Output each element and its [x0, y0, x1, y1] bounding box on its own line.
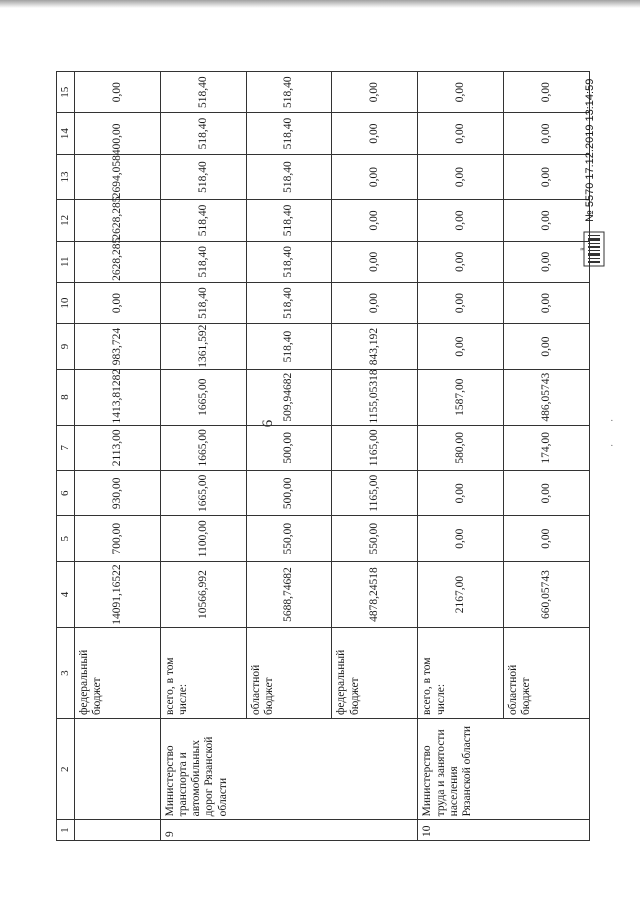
value-cell: 2113,00: [75, 425, 161, 470]
value-cell: 0,00: [75, 113, 161, 154]
header-cell: 6: [57, 471, 75, 516]
budget-type-cell: областной бюджет: [246, 628, 332, 719]
value-cell: 550,00: [246, 516, 332, 561]
value-cell: 1665,00: [160, 425, 246, 470]
value-cell: 0,00: [504, 154, 590, 199]
table-row: [160, 72, 246, 841]
value-cell: 2167,00: [418, 561, 504, 627]
value-cell: 518,40: [160, 154, 246, 199]
value-cell: 0,00: [418, 154, 504, 199]
value-cell: 0,00: [418, 282, 504, 323]
budget-table: [56, 71, 590, 841]
table-row: [418, 72, 504, 841]
value-cell: 0,00: [504, 471, 590, 516]
value-cell: 518,40: [160, 282, 246, 323]
budget-type-cell: федеральный бюджет: [75, 628, 161, 719]
value-cell: 0,00: [75, 282, 161, 323]
document-footer: [584, 79, 596, 222]
svg-text:R: R: [581, 247, 586, 251]
value-cell: 2694,05840: [75, 154, 161, 199]
row-number-cell: 10: [418, 820, 590, 841]
value-cell: 2628,285: [75, 200, 161, 241]
scan-edge: [0, 0, 640, 8]
header-cell: 12: [57, 200, 75, 241]
value-cell: 2628,285: [75, 241, 161, 282]
budget-type-cell: федеральный бюджет: [332, 628, 418, 719]
header-cell: 15: [57, 72, 75, 113]
budget-type-cell: всего, в том числе:: [418, 628, 504, 719]
value-cell: 1665,00: [160, 369, 246, 425]
value-cell: 0,00: [504, 282, 590, 323]
value-cell: 0,00: [75, 72, 161, 113]
value-cell: 0,00: [332, 200, 418, 241]
value-cell: 700,00: [75, 516, 161, 561]
value-cell: 1155,05318: [332, 369, 418, 425]
value-cell: 0,00: [418, 471, 504, 516]
row-number-cell: 9: [160, 820, 417, 841]
header-cell: 2: [57, 719, 75, 820]
value-cell: 1587,00: [418, 369, 504, 425]
header-cell: 7: [57, 425, 75, 470]
value-cell: 0,00: [418, 516, 504, 561]
value-cell: 518,40: [246, 324, 332, 369]
rotated-page: [28, 35, 622, 877]
header-cell: 13: [57, 154, 75, 199]
value-cell: 5688,74682: [246, 561, 332, 627]
barcode-stamp-icon: [580, 231, 606, 267]
value-cell: 0,00: [332, 282, 418, 323]
header-cell: 10: [57, 282, 75, 323]
value-cell: 1165,00: [332, 471, 418, 516]
header-cell: 5: [57, 516, 75, 561]
value-cell: 518,40: [246, 154, 332, 199]
scan-mark: ·: [610, 440, 614, 452]
value-cell: 0,00: [504, 241, 590, 282]
budget-type-cell: всего, в том числе:: [160, 628, 246, 719]
value-cell: 518,40: [246, 200, 332, 241]
ministry-cell: Министерство труда и занятости населения Рязанской области: [418, 719, 590, 820]
header-cell: 4: [57, 561, 75, 627]
value-cell: 930,00: [75, 471, 161, 516]
value-cell: 4878,24518: [332, 561, 418, 627]
header-cell: 3: [57, 628, 75, 719]
header-cell: 9: [57, 324, 75, 369]
value-cell: 0,00: [418, 113, 504, 154]
value-cell: 1665,00: [160, 471, 246, 516]
value-cell: 0,00: [332, 113, 418, 154]
value-cell: 0,00: [418, 72, 504, 113]
value-cell: 518,40: [246, 113, 332, 154]
value-cell: 14091,16522: [75, 561, 161, 627]
value-cell: 486,05743: [504, 369, 590, 425]
value-cell: 518,40: [160, 200, 246, 241]
value-cell: 10566,992: [160, 561, 246, 627]
value-cell: 518,40: [246, 241, 332, 282]
value-cell: 660,05743: [504, 561, 590, 627]
value-cell: 1165,00: [332, 425, 418, 470]
scan-mark: ·: [610, 415, 614, 427]
value-cell: 0,00: [504, 200, 590, 241]
page-number: 9: [258, 419, 275, 428]
header-cell: 1: [57, 820, 75, 841]
value-cell: 1100,00: [160, 516, 246, 561]
value-cell: 174,00: [504, 425, 590, 470]
value-cell: 580,00: [418, 425, 504, 470]
value-cell: 843,192: [332, 324, 418, 369]
document-number: № 5570: [584, 182, 596, 222]
table-row: [75, 72, 161, 841]
value-cell: 500,00: [246, 425, 332, 470]
value-cell: 0,00: [332, 241, 418, 282]
value-cell: 983,724: [75, 324, 161, 369]
header-cell: 11: [57, 241, 75, 282]
ministry-cell: Министерство транспорта и автомобильных дорог Рязанской области: [160, 719, 417, 820]
row-number-cell: [75, 820, 161, 841]
value-cell: 518,40: [160, 72, 246, 113]
header-cell: 8: [57, 369, 75, 425]
value-cell: 509,94682: [246, 369, 332, 425]
value-cell: 0,00: [418, 200, 504, 241]
value-cell: 1413,81282: [75, 369, 161, 425]
value-cell: 0,00: [504, 516, 590, 561]
value-cell: 0,00: [504, 72, 590, 113]
value-cell: 518,40: [246, 72, 332, 113]
document-timestamp: 17.12.2019 13:14:59: [584, 78, 596, 180]
value-cell: 518,40: [160, 241, 246, 282]
value-cell: 0,00: [504, 324, 590, 369]
value-cell: 0,00: [418, 324, 504, 369]
value-cell: 518,40: [246, 282, 332, 323]
value-cell: 1361,592: [160, 324, 246, 369]
value-cell: 0,00: [504, 113, 590, 154]
ministry-cell: [75, 719, 161, 820]
budget-type-cell: областной бюджет: [504, 628, 590, 719]
value-cell: 0,00: [418, 241, 504, 282]
header-cell: 14: [57, 113, 75, 154]
value-cell: 0,00: [332, 154, 418, 199]
value-cell: 500,00: [246, 471, 332, 516]
header-row: [57, 72, 75, 841]
value-cell: 550,00: [332, 516, 418, 561]
value-cell: 0,00: [332, 72, 418, 113]
value-cell: 518,40: [160, 113, 246, 154]
